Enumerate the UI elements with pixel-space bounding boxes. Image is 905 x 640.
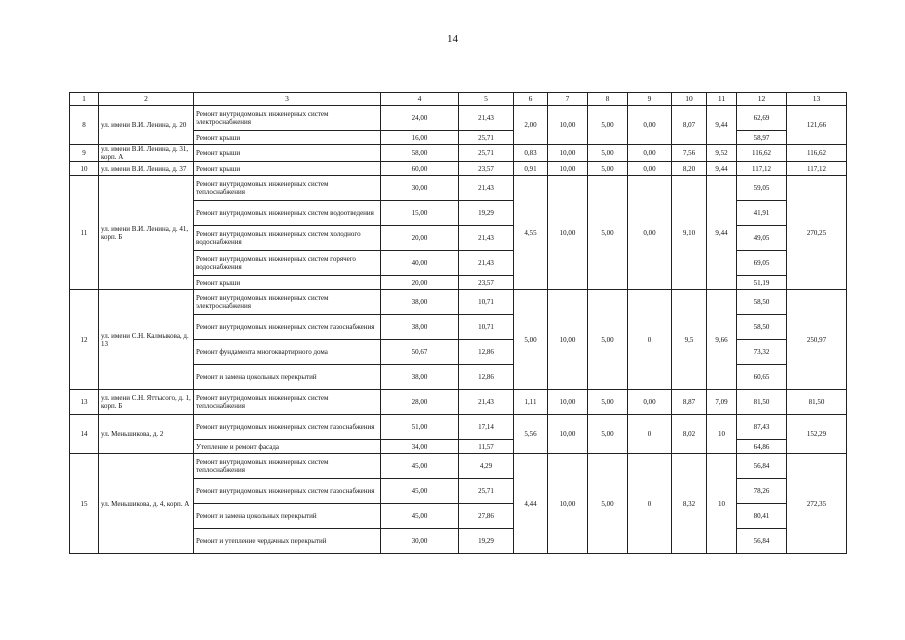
col4-cell: 20,00 <box>381 276 459 290</box>
col12-cell: 69,05 <box>737 251 787 276</box>
address-cell: ул. имени В.И. Ленина, д. 31, корп. А <box>99 145 194 162</box>
col5-cell: 25,71 <box>459 131 514 145</box>
col12-cell: 78,26 <box>737 479 787 504</box>
col6-cell: 4,44 <box>514 454 548 554</box>
col12-cell: 80,41 <box>737 504 787 529</box>
col5-cell: 12,86 <box>459 340 514 365</box>
col4-cell: 30,00 <box>381 176 459 201</box>
column-header: 6 <box>514 93 548 106</box>
col12-cell: 116,62 <box>737 145 787 162</box>
col6-cell: 2,00 <box>514 106 548 145</box>
col9-cell: 0 <box>628 454 672 554</box>
table-row <box>70 106 847 131</box>
work-name-cell: Ремонт внутридомовых инженерных систем горячего водоснабжения <box>194 251 381 276</box>
col12-cell: 49,05 <box>737 226 787 251</box>
col8-cell: 5,00 <box>588 415 628 454</box>
col7-cell: 10,00 <box>548 176 588 290</box>
col4-cell: 20,00 <box>381 226 459 251</box>
col5-cell: 21,43 <box>459 251 514 276</box>
col5-cell: 23,57 <box>459 162 514 176</box>
col11-cell: 9,44 <box>707 106 737 145</box>
col13-cell: 117,12 <box>787 162 847 176</box>
col12-cell: 81,50 <box>737 390 787 415</box>
col5-cell: 4,29 <box>459 454 514 479</box>
col9-cell: 0 <box>628 415 672 454</box>
col8-cell: 5,00 <box>588 176 628 290</box>
col7-cell: 10,00 <box>548 162 588 176</box>
column-header: 11 <box>707 93 737 106</box>
col10-cell: 7,56 <box>672 145 707 162</box>
col5-cell: 17,14 <box>459 415 514 440</box>
col8-cell: 5,00 <box>588 290 628 390</box>
col5-cell: 10,71 <box>459 290 514 315</box>
col13-cell: 250,97 <box>787 290 847 390</box>
col10-cell: 9,10 <box>672 176 707 290</box>
work-name-cell: Ремонт крыши <box>194 145 381 162</box>
col4-cell: 34,00 <box>381 440 459 454</box>
address-cell: ул. имени В.И. Ленина, д. 37 <box>99 162 194 176</box>
col10-cell: 8,32 <box>672 454 707 554</box>
work-name-cell: Ремонт крыши <box>194 162 381 176</box>
col6-cell: 4,55 <box>514 176 548 290</box>
col5-cell: 21,43 <box>459 106 514 131</box>
col11-cell: 9,44 <box>707 162 737 176</box>
row-number: 12 <box>70 290 99 390</box>
col11-cell: 9,66 <box>707 290 737 390</box>
col5-cell: 21,43 <box>459 176 514 201</box>
row-number: 15 <box>70 454 99 554</box>
row-number: 14 <box>70 415 99 454</box>
col8-cell: 5,00 <box>588 106 628 145</box>
col6-cell: 5,56 <box>514 415 548 454</box>
col12-cell: 41,91 <box>737 201 787 226</box>
column-header: 10 <box>672 93 707 106</box>
col9-cell: 0,00 <box>628 390 672 415</box>
col13-cell: 152,29 <box>787 415 847 454</box>
col12-cell: 64,86 <box>737 440 787 454</box>
col5-cell: 21,43 <box>459 226 514 251</box>
col12-cell: 73,32 <box>737 340 787 365</box>
column-header: 5 <box>459 93 514 106</box>
col12-cell: 58,97 <box>737 131 787 145</box>
col7-cell: 10,00 <box>548 290 588 390</box>
col13-cell: 121,66 <box>787 106 847 145</box>
column-header: 4 <box>381 93 459 106</box>
table-row <box>70 145 847 162</box>
row-number: 8 <box>70 106 99 145</box>
col6-cell: 0,91 <box>514 162 548 176</box>
col4-cell: 45,00 <box>381 504 459 529</box>
repair-schedule-table <box>69 92 847 554</box>
col10-cell: 8,20 <box>672 162 707 176</box>
address-cell: ул. имени С.Н. Яттысого, д. 1, корп. Б <box>99 390 194 415</box>
col4-cell: 50,67 <box>381 340 459 365</box>
col5-cell: 27,86 <box>459 504 514 529</box>
work-name-cell: Ремонт крыши <box>194 276 381 290</box>
table-row <box>70 176 847 201</box>
work-name-cell: Ремонт внутридомовых инженерных систем газоснабжения <box>194 479 381 504</box>
col12-cell: 56,84 <box>737 529 787 554</box>
col10-cell: 8,02 <box>672 415 707 454</box>
work-name-cell: Ремонт внутридомовых инженерных систем газоснабжения <box>194 315 381 340</box>
col12-cell: 51,19 <box>737 276 787 290</box>
col12-cell: 58,50 <box>737 290 787 315</box>
col11-cell: 9,44 <box>707 176 737 290</box>
col13-cell: 272,35 <box>787 454 847 554</box>
column-header: 2 <box>99 93 194 106</box>
col4-cell: 60,00 <box>381 162 459 176</box>
column-header: 3 <box>194 93 381 106</box>
work-name-cell: Ремонт внутридомовых инженерных систем газоснабжения <box>194 415 381 440</box>
table-row <box>70 454 847 479</box>
col5-cell: 11,57 <box>459 440 514 454</box>
col4-cell: 40,00 <box>381 251 459 276</box>
work-name-cell: Ремонт внутридомовых инженерных систем холодного водоснабжения <box>194 226 381 251</box>
col4-cell: 38,00 <box>381 365 459 390</box>
work-name-cell: Ремонт и замена цокольных перекрытий <box>194 504 381 529</box>
table-row <box>70 390 847 415</box>
address-cell: ул. Меньшикова, д. 4, корп. А <box>99 454 194 554</box>
column-header: 8 <box>588 93 628 106</box>
col4-cell: 38,00 <box>381 315 459 340</box>
work-name-cell: Ремонт внутридомовых инженерных систем водоотведения <box>194 201 381 226</box>
col11-cell: 7,09 <box>707 390 737 415</box>
table-row <box>70 162 847 176</box>
col5-cell: 25,71 <box>459 479 514 504</box>
col4-cell: 38,00 <box>381 290 459 315</box>
address-cell: ул. Меньшикова, д. 2 <box>99 415 194 454</box>
table-header-row <box>70 93 847 106</box>
col7-cell: 10,00 <box>548 454 588 554</box>
col6-cell: 5,00 <box>514 290 548 390</box>
page-number: 14 <box>447 33 458 45</box>
col8-cell: 5,00 <box>588 454 628 554</box>
col6-cell: 1,11 <box>514 390 548 415</box>
col11-cell: 10 <box>707 415 737 454</box>
table-row <box>70 290 847 315</box>
col5-cell: 19,29 <box>459 529 514 554</box>
col9-cell: 0 <box>628 290 672 390</box>
col12-cell: 56,84 <box>737 454 787 479</box>
col9-cell: 0,00 <box>628 176 672 290</box>
col5-cell: 21,43 <box>459 390 514 415</box>
col4-cell: 28,00 <box>381 390 459 415</box>
col13-cell: 116,62 <box>787 145 847 162</box>
col11-cell: 10 <box>707 454 737 554</box>
col12-cell: 117,12 <box>737 162 787 176</box>
row-number: 11 <box>70 176 99 290</box>
column-header: 13 <box>787 93 847 106</box>
row-number: 13 <box>70 390 99 415</box>
col8-cell: 5,00 <box>588 145 628 162</box>
col11-cell: 9,52 <box>707 145 737 162</box>
work-name-cell: Ремонт крыши <box>194 131 381 145</box>
col4-cell: 16,00 <box>381 131 459 145</box>
col8-cell: 5,00 <box>588 162 628 176</box>
col8-cell: 5,00 <box>588 390 628 415</box>
col13-cell: 270,25 <box>787 176 847 290</box>
address-cell: ул. имени С.Н. Калмыкова, д. 13 <box>99 290 194 390</box>
col10-cell: 8,87 <box>672 390 707 415</box>
column-header: 12 <box>737 93 787 106</box>
work-name-cell: Утепление и ремонт фасада <box>194 440 381 454</box>
column-header: 1 <box>70 93 99 106</box>
col7-cell: 10,00 <box>548 390 588 415</box>
work-name-cell: Ремонт внутридомовых инженерных систем теплоснабжения <box>194 390 381 415</box>
col5-cell: 10,71 <box>459 315 514 340</box>
col4-cell: 45,00 <box>381 454 459 479</box>
work-name-cell: Ремонт внутридомовых инженерных систем теплоснабжения <box>194 454 381 479</box>
col4-cell: 24,00 <box>381 106 459 131</box>
col4-cell: 51,00 <box>381 415 459 440</box>
col13-cell: 81,50 <box>787 390 847 415</box>
col7-cell: 10,00 <box>548 106 588 145</box>
col9-cell: 0,00 <box>628 162 672 176</box>
table-row <box>70 415 847 440</box>
col5-cell: 25,71 <box>459 145 514 162</box>
row-number: 10 <box>70 162 99 176</box>
work-name-cell: Ремонт внутридомовых инженерных систем теплоснабжения <box>194 176 381 201</box>
col10-cell: 8,07 <box>672 106 707 145</box>
row-number: 9 <box>70 145 99 162</box>
work-name-cell: Ремонт и утепление чердачных перекрытий <box>194 529 381 554</box>
col12-cell: 59,05 <box>737 176 787 201</box>
col4-cell: 45,00 <box>381 479 459 504</box>
address-cell: ул. имени В.И. Ленина, д. 41, корп. Б <box>99 176 194 290</box>
col12-cell: 62,69 <box>737 106 787 131</box>
column-header: 7 <box>548 93 588 106</box>
col9-cell: 0,00 <box>628 106 672 145</box>
col12-cell: 60,65 <box>737 365 787 390</box>
col4-cell: 15,00 <box>381 201 459 226</box>
col5-cell: 12,86 <box>459 365 514 390</box>
work-name-cell: Ремонт фундамента многоквартирного дома <box>194 340 381 365</box>
col9-cell: 0,00 <box>628 145 672 162</box>
col6-cell: 0,83 <box>514 145 548 162</box>
work-name-cell: Ремонт внутридомовых инженерных систем электроснабжения <box>194 290 381 315</box>
work-name-cell: Ремонт и замена цокольных перекрытий <box>194 365 381 390</box>
col12-cell: 87,43 <box>737 415 787 440</box>
work-name-cell: Ремонт внутридомовых инженерных систем электроснабжения <box>194 106 381 131</box>
address-cell: ул. имени В.И. Ленина, д. 20 <box>99 106 194 145</box>
column-header: 9 <box>628 93 672 106</box>
col10-cell: 9,5 <box>672 290 707 390</box>
col5-cell: 19,29 <box>459 201 514 226</box>
col4-cell: 58,00 <box>381 145 459 162</box>
col4-cell: 30,00 <box>381 529 459 554</box>
col12-cell: 58,50 <box>737 315 787 340</box>
col7-cell: 10,00 <box>548 145 588 162</box>
col5-cell: 23,57 <box>459 276 514 290</box>
col7-cell: 10,00 <box>548 415 588 454</box>
